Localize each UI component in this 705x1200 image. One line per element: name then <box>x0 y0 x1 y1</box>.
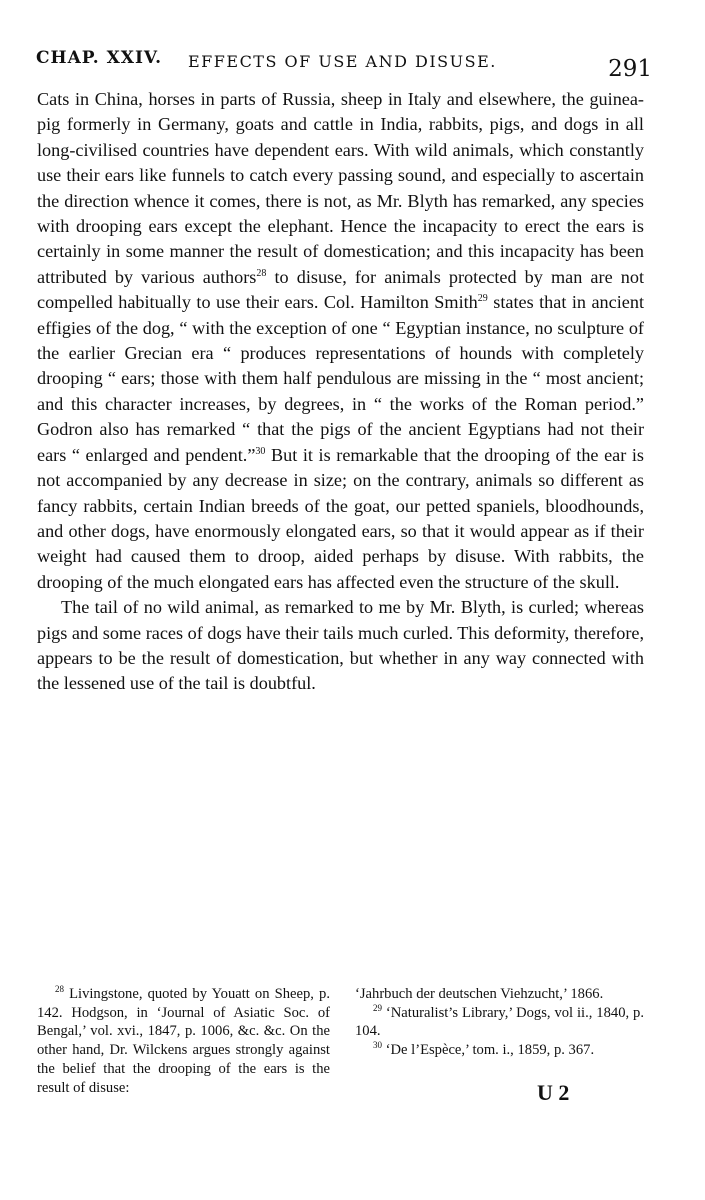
text-run: Cats in China, horses in parts of Russia, sheep in Italy and elsewhere, the guinea-pig formerly in Germany, goats and cattle in India, rabbits, pigs, and dogs in all long-civilised countries have dependent ears. With wild animals, which constantly use their ears like funnels to catch every passing sound, and especially to ascertain the direction whence it comes, there is not, as Mr. Blyth has remarked, any species with drooping ears except the elephant. Hence the incapacity to erect the ears is certainly in some manner the result of domestication; and this incapacity has been attributed by various authors <box>37 89 644 287</box>
footnote-28-continuation: ‘Jahrbuch der deutschen Viehzucht,’ 1866. <box>355 986 604 1002</box>
chapter-label: CHAP. XXIV. <box>36 48 163 68</box>
footnote-ref-30: 30 <box>255 445 266 457</box>
main-text <box>37 87 644 697</box>
paragraph-tail: The tail of no wild animal, as remarked to me by Mr. Blyth, is curled; whereas pigs and some races of dogs have their tails much curled. This deformity, therefore, appears to be the result of domestication, but whether in any way connected with the lessened use of the tail is doubtful. <box>37 597 644 694</box>
running-head <box>36 42 652 82</box>
footnote-text: Livingstone, quoted by Youatt on Sheep, p. 142. Hodgson, in ‘Journal of Asiatic Soc. of Bengal,’ vol. xvi., 1847, p. 1006, &c. &c. On the other hand, Dr. Wilckens argues strongly against the belief that the drooping of the ears is the result of disuse: <box>37 986 330 1096</box>
footnote-column-left <box>37 985 330 1097</box>
footnote-column-right <box>355 985 644 1060</box>
text-run: But it is remarkable that the drooping of the ear is not accompanied by any decrease in size; on the contrary, animals so different as fancy rabbits, certain Indian breeds of the goat, our petted spaniels, bloodhounds, and other dogs, have enormously elongated ears, so that it would appear as if their weight had caused them to droop, aided perhaps by disuse. With rabbits, the drooping of the much elongated ears has affected even the structure of the skull. <box>37 444 644 592</box>
footnote-29 <box>355 1004 644 1041</box>
footnote-text: ‘Naturalist’s Library,’ Dogs, vol ii., 1840, p. 104. <box>355 1004 644 1040</box>
footnote-ref-29: 29 <box>477 293 488 305</box>
page-number: 291 <box>608 56 652 82</box>
paragraph-ears <box>37 87 644 595</box>
running-title: EFFECTS OF USE AND DISUSE. <box>188 52 497 71</box>
footnote-28 <box>37 985 330 1097</box>
footnote-mark: 30 <box>373 1040 382 1051</box>
footnote-mark: 28 <box>55 984 64 995</box>
text-run: states that in ancient effigies of the dog, “ with the exception of one “ Egyptian instance, no sculpture of the earlier Grecian era “ produces representations of hounds with completely drooping “ ears; those with them half pendulous are missing in the “ most ancient; and this character increases, by degrees, in “ the works of the Roman period.” Godron also has remarked “ that the pigs of the ancient Egyptians had not their ears “ enlarged and pendent.” <box>37 292 644 465</box>
footnote-text: ‘De l’Espèce,’ tom. i., 1859, p. 367. <box>382 1042 595 1059</box>
footnote-ref-28: 28 <box>256 267 267 279</box>
footnote-mark: 29 <box>373 1002 382 1013</box>
signature-mark: U 2 <box>537 1080 570 1105</box>
footnote-30 <box>355 1041 644 1060</box>
text-run: to disuse, for animals protected by man are not compelled habitually to use their ears. Col. Hamilton Smith <box>37 266 644 313</box>
